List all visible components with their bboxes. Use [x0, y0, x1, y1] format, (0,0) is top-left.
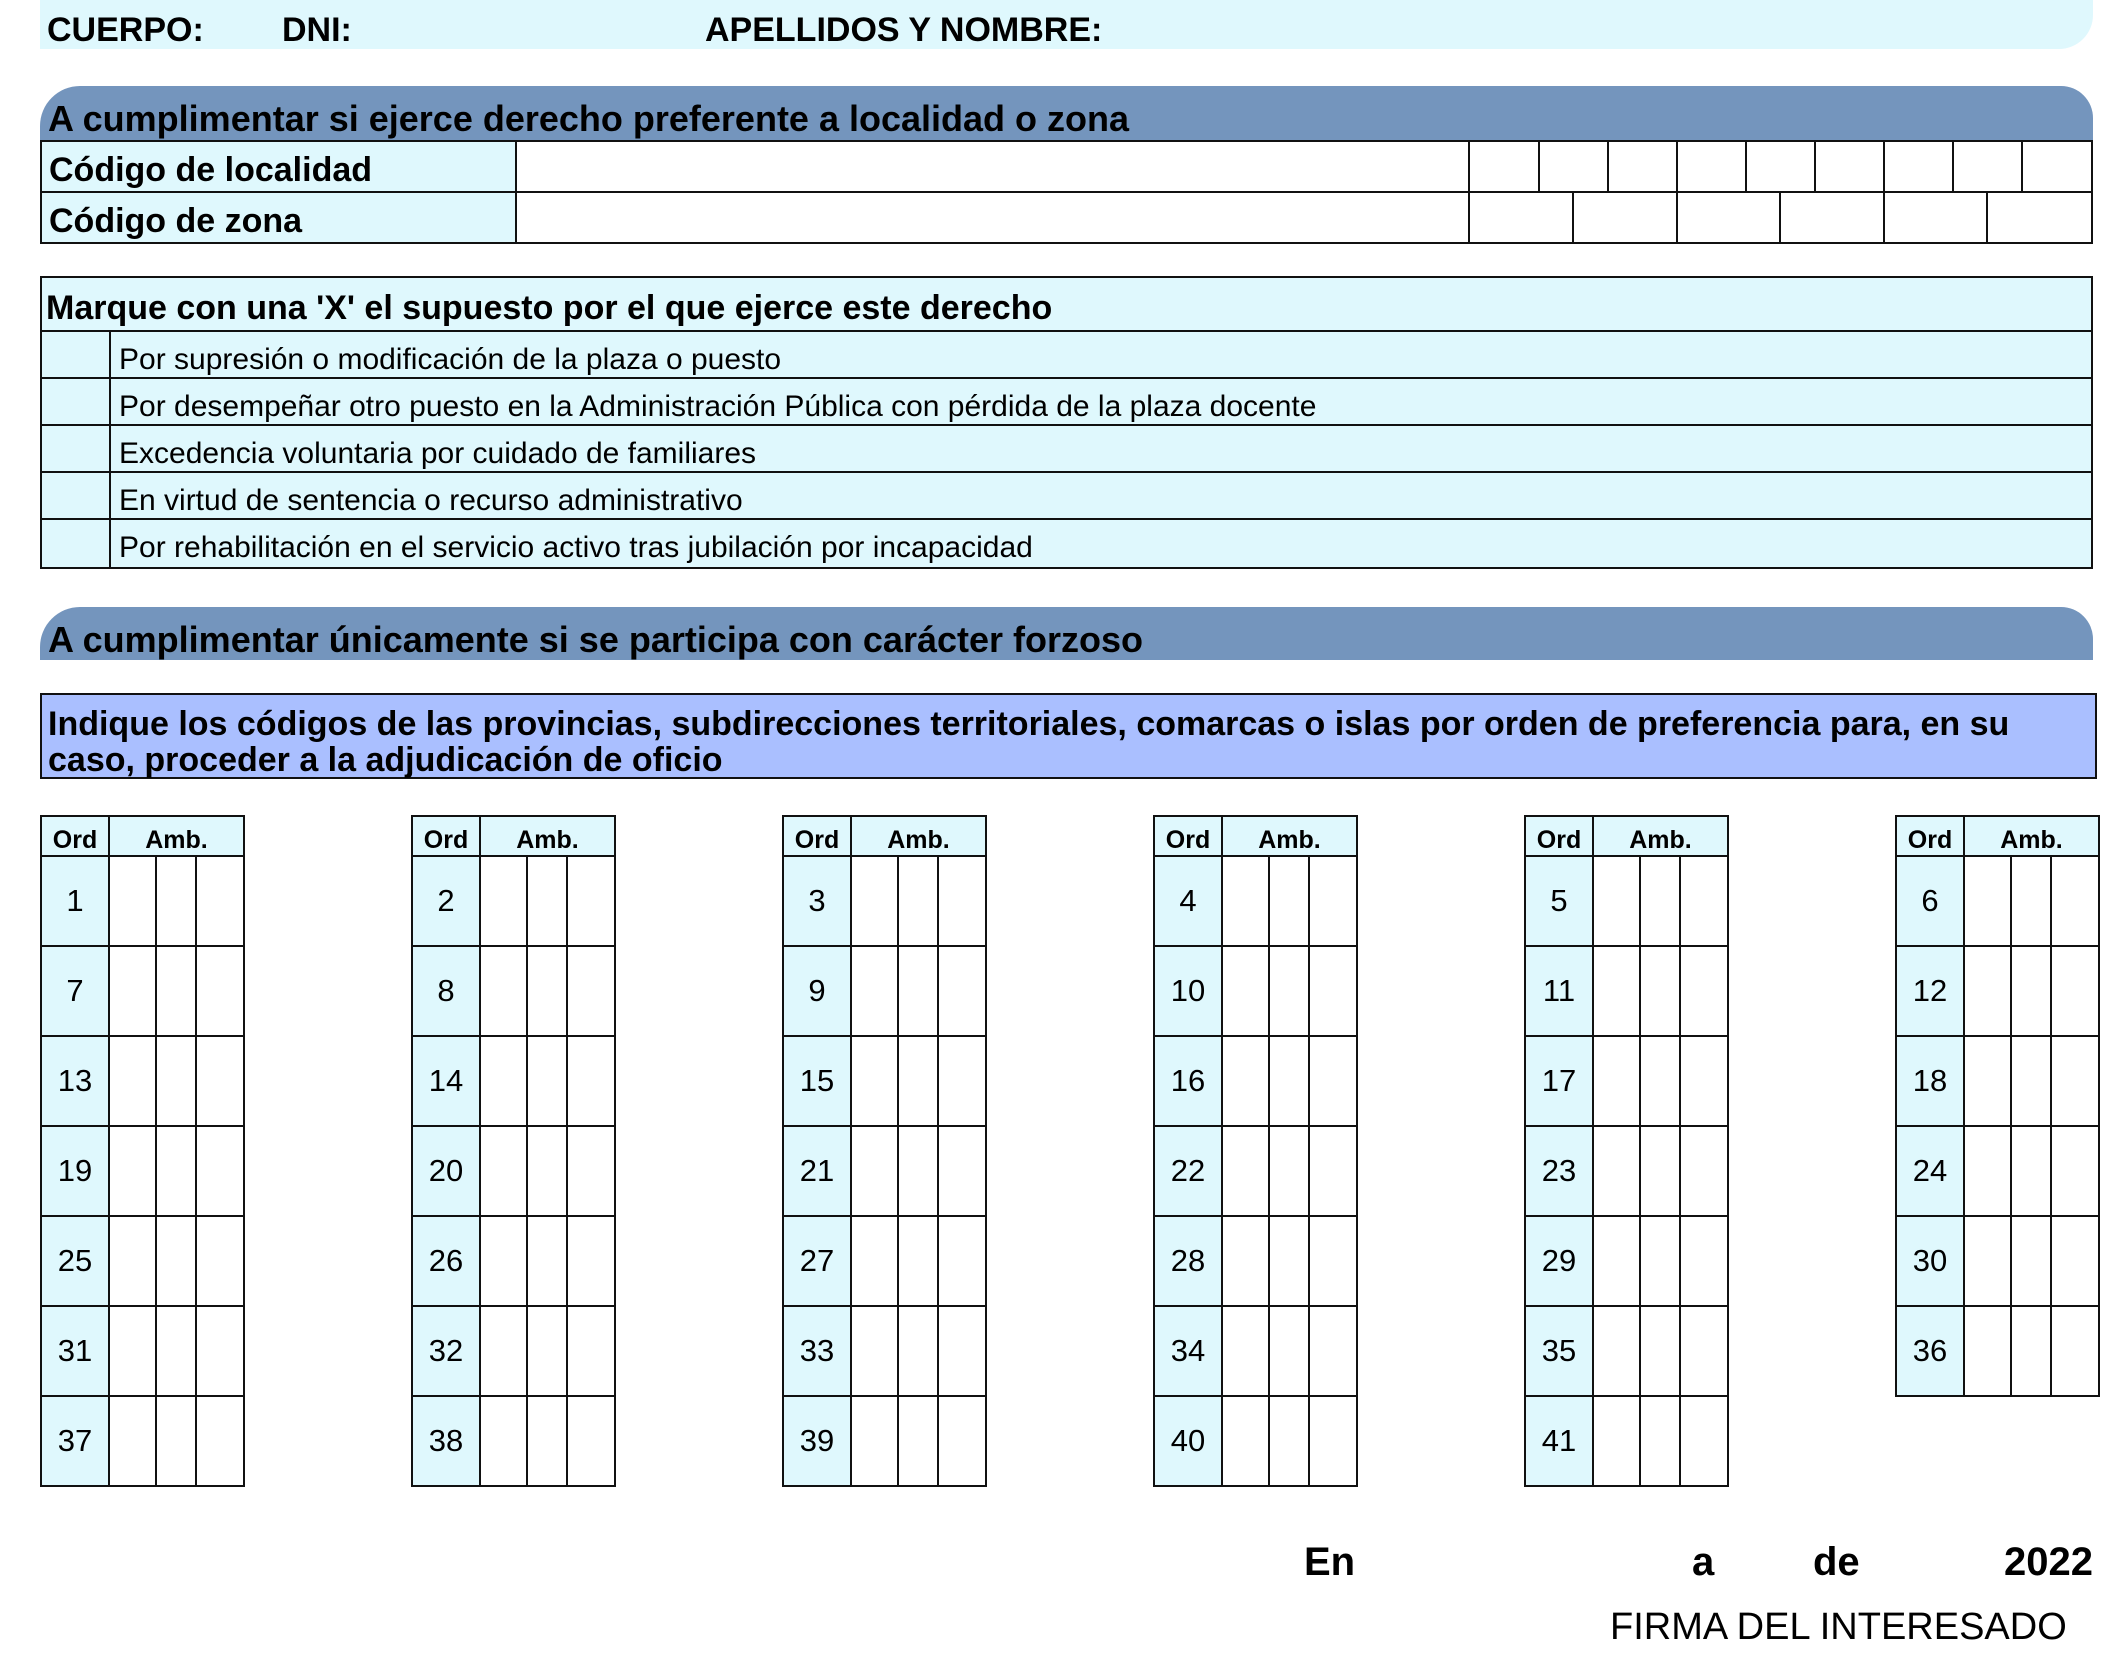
amb-code-box[interactable]: [1222, 1036, 1269, 1126]
amb-code-box[interactable]: [1222, 946, 1269, 1036]
supuesto-option-label: Por desempeñar otro puesto en la Administración Pública con pérdida de la plaza docente: [119, 390, 1317, 423]
amb-code-box[interactable]: [938, 856, 986, 946]
preference-row: [783, 1216, 986, 1306]
preference-grid: [1524, 815, 1729, 1487]
amb-code-box[interactable]: [2051, 1126, 2099, 1216]
amb-code-box[interactable]: [2011, 1036, 2051, 1126]
amb-code-box[interactable]: [567, 1306, 615, 1396]
amb-code-box[interactable]: [196, 856, 244, 946]
amb-code-box[interactable]: [156, 1036, 196, 1126]
amb-code-box[interactable]: [1269, 1036, 1309, 1126]
preference-row: [783, 1306, 986, 1396]
zona-label: Código de zona: [41, 192, 516, 243]
amb-code-box[interactable]: [527, 946, 567, 1036]
supuesto-checkbox[interactable]: [42, 520, 111, 567]
order-number: 18: [1896, 1036, 1964, 1126]
order-number: 19: [41, 1126, 109, 1216]
amb-code-box[interactable]: [527, 1216, 567, 1306]
order-number: 1: [41, 856, 109, 946]
amb-code-box[interactable]: [851, 946, 898, 1036]
amb-code-box[interactable]: [1269, 856, 1309, 946]
amb-code-box[interactable]: [1640, 856, 1680, 946]
preference-row: [412, 1396, 615, 1486]
amb-header: Amb.: [1222, 816, 1357, 856]
amb-code-box[interactable]: [109, 1126, 156, 1216]
order-number: 39: [783, 1396, 851, 1486]
localidad-code-box[interactable]: [1677, 142, 1746, 191]
amb-code-box[interactable]: [1593, 946, 1640, 1036]
preference-grid: [40, 815, 245, 1487]
preference-row: [1154, 946, 1357, 1036]
amb-code-box[interactable]: [1964, 856, 2011, 946]
preference-row: [412, 1216, 615, 1306]
preference-row: [1154, 1036, 1357, 1126]
amb-code-box[interactable]: [1964, 1216, 2011, 1306]
order-number: 37: [41, 1396, 109, 1486]
amb-code-box[interactable]: [109, 946, 156, 1036]
order-number: 33: [783, 1306, 851, 1396]
supuesto-title: Marque con una 'X' el supuesto por el que ejerce este derecho: [42, 278, 2091, 332]
amb-header: Amb.: [1964, 816, 2099, 856]
amb-code-box[interactable]: [1309, 1396, 1357, 1486]
amb-code-box[interactable]: [480, 946, 527, 1036]
amb-code-box[interactable]: [196, 1036, 244, 1126]
supuesto-option-label: Por supresión o modificación de la plaza o puesto: [119, 343, 782, 376]
amb-code-box[interactable]: [938, 946, 986, 1036]
amb-code-box[interactable]: [851, 1036, 898, 1126]
supuesto-checkbox[interactable]: [42, 426, 111, 471]
localidad-code-box[interactable]: [1815, 142, 1884, 191]
amb-code-box[interactable]: [567, 1396, 615, 1486]
order-number: 9: [783, 946, 851, 1036]
supuesto-option: [42, 379, 2091, 426]
amb-code-box[interactable]: [567, 1036, 615, 1126]
amb-code-box[interactable]: [1680, 1396, 1728, 1486]
amb-code-box[interactable]: [898, 856, 938, 946]
localidad-name-field[interactable]: [516, 141, 1469, 192]
supuesto-option-label: Por rehabilitación en el servicio activo tras jubilación por incapacidad: [119, 531, 1033, 564]
preference-row: [412, 1306, 615, 1396]
order-number: 38: [412, 1396, 480, 1486]
order-number: 17: [1525, 1036, 1593, 1126]
localidad-code-boxes: [1469, 141, 2092, 192]
preference-row: [1154, 856, 1357, 946]
amb-code-box[interactable]: [480, 1036, 527, 1126]
amb-code-box[interactable]: [527, 1306, 567, 1396]
preference-row: [1896, 1216, 2099, 1306]
preference-row: [1525, 856, 1728, 946]
amb-code-box[interactable]: [898, 1036, 938, 1126]
amb-code-box[interactable]: [196, 1396, 244, 1486]
amb-code-box[interactable]: [1640, 946, 1680, 1036]
order-number: 12: [1896, 946, 1964, 1036]
preference-row: [1896, 1306, 2099, 1396]
ord-header: Ord: [41, 816, 109, 856]
preference-row: [783, 856, 986, 946]
amb-code-box[interactable]: [196, 946, 244, 1036]
order-number: 32: [412, 1306, 480, 1396]
localidad-code-box[interactable]: [2022, 142, 2091, 191]
codes-table: [40, 140, 2093, 244]
zona-code-boxes: [1469, 192, 2092, 243]
amb-code-box[interactable]: [156, 946, 196, 1036]
order-number: 3: [783, 856, 851, 946]
amb-code-box[interactable]: [109, 856, 156, 946]
amb-code-box[interactable]: [2051, 1306, 2099, 1396]
order-number: 24: [1896, 1126, 1964, 1216]
amb-code-box[interactable]: [1964, 946, 2011, 1036]
preference-row: [1525, 946, 1728, 1036]
preference-row: [783, 946, 986, 1036]
cuerpo-label: CUERPO:: [47, 11, 204, 49]
amb-code-box[interactable]: [1309, 1036, 1357, 1126]
amb-code-box[interactable]: [1269, 1396, 1309, 1486]
amb-code-box[interactable]: [109, 1216, 156, 1306]
month-connector: de: [1813, 1540, 1860, 1584]
preference-row: [1525, 1396, 1728, 1486]
preference-row: [1896, 946, 2099, 1036]
zona-code-box[interactable]: [1470, 193, 1574, 242]
order-number: 30: [1896, 1216, 1964, 1306]
order-number: 29: [1525, 1216, 1593, 1306]
amb-code-box[interactable]: [1640, 1216, 1680, 1306]
amb-code-box[interactable]: [527, 1396, 567, 1486]
order-number: 31: [41, 1306, 109, 1396]
zona-code-box[interactable]: [1780, 193, 1884, 242]
supuesto-option: [42, 473, 2091, 520]
amb-code-box[interactable]: [2011, 856, 2051, 946]
amb-code-box[interactable]: [938, 1216, 986, 1306]
amb-code-box[interactable]: [938, 1036, 986, 1126]
order-number: 7: [41, 946, 109, 1036]
amb-code-box[interactable]: [1593, 1306, 1640, 1396]
amb-code-box[interactable]: [898, 1306, 938, 1396]
order-number: 8: [412, 946, 480, 1036]
amb-code-box[interactable]: [2011, 946, 2051, 1036]
preference-row: [783, 1396, 986, 1486]
forzoso-instruction: Indique los códigos de las provincias, subdirecciones territoriales, comarcas o islas por orden de preferencia para, en su caso, proceder a la adjudicación de oficio: [40, 693, 2097, 779]
amb-code-box[interactable]: [1640, 1036, 1680, 1126]
amb-code-box[interactable]: [2051, 946, 2099, 1036]
amb-code-box[interactable]: [1964, 1306, 2011, 1396]
amb-code-box[interactable]: [1593, 856, 1640, 946]
amb-code-box[interactable]: [2011, 1306, 2051, 1396]
ord-header: Ord: [1154, 816, 1222, 856]
amb-code-box[interactable]: [567, 946, 615, 1036]
amb-header: Amb.: [480, 816, 615, 856]
ord-header: Ord: [783, 816, 851, 856]
order-number: 20: [412, 1126, 480, 1216]
preference-row: [41, 856, 244, 946]
order-number: 22: [1154, 1126, 1222, 1216]
amb-code-box[interactable]: [1680, 1036, 1728, 1126]
order-number: 41: [1525, 1396, 1593, 1486]
preference-grid: [782, 815, 987, 1487]
amb-code-box[interactable]: [1222, 856, 1269, 946]
localidad-code-box[interactable]: [1608, 142, 1677, 191]
amb-code-box[interactable]: [1269, 1126, 1309, 1216]
order-number: 4: [1154, 856, 1222, 946]
preference-row: [1896, 1126, 2099, 1216]
amb-code-box[interactable]: [480, 1126, 527, 1216]
amb-code-box[interactable]: [1309, 856, 1357, 946]
preference-row: [412, 856, 615, 946]
preference-row: [41, 1036, 244, 1126]
order-number: 36: [1896, 1306, 1964, 1396]
amb-code-box[interactable]: [1593, 1126, 1640, 1216]
localidad-code-box[interactable]: [1884, 142, 1953, 191]
amb-code-box[interactable]: [851, 1216, 898, 1306]
forzoso-section-title: A cumplimentar únicamente si se participa con carácter forzoso: [40, 607, 2093, 660]
amb-code-box[interactable]: [2011, 1126, 2051, 1216]
amb-code-box[interactable]: [898, 1216, 938, 1306]
ord-header: Ord: [1896, 816, 1964, 856]
preference-row: [412, 1036, 615, 1126]
preference-row: [412, 1126, 615, 1216]
amb-code-box[interactable]: [1680, 856, 1728, 946]
preference-grid: [1153, 815, 1358, 1487]
amb-code-box[interactable]: [109, 1306, 156, 1396]
amb-code-box[interactable]: [1640, 1306, 1680, 1396]
preference-row: [1896, 856, 2099, 946]
amb-code-box[interactable]: [109, 1036, 156, 1126]
supuesto-checkbox[interactable]: [42, 473, 111, 518]
order-number: 26: [412, 1216, 480, 1306]
amb-code-box[interactable]: [2051, 1216, 2099, 1306]
amb-header: Amb.: [851, 816, 986, 856]
supuesto-checkbox[interactable]: [42, 332, 111, 377]
preference-row: [41, 1216, 244, 1306]
signature-label: FIRMA DEL INTERESADO: [1610, 1606, 2067, 1648]
amb-code-box[interactable]: [1964, 1036, 2011, 1126]
localidad-label: Código de localidad: [41, 141, 516, 192]
amb-code-box[interactable]: [1222, 1126, 1269, 1216]
order-number: 23: [1525, 1126, 1593, 1216]
amb-code-box[interactable]: [1680, 1306, 1728, 1396]
preference-row: [41, 1126, 244, 1216]
amb-code-box[interactable]: [2011, 1216, 2051, 1306]
order-number: 25: [41, 1216, 109, 1306]
preference-row: [783, 1036, 986, 1126]
supuesto-option-label: En virtud de sentencia o recurso administrativo: [119, 484, 743, 517]
amb-code-box[interactable]: [527, 1036, 567, 1126]
ord-header: Ord: [412, 816, 480, 856]
dni-label: DNI:: [282, 11, 352, 49]
amb-code-box[interactable]: [898, 1126, 938, 1216]
order-number: 27: [783, 1216, 851, 1306]
zona-name-field[interactable]: [516, 192, 1469, 243]
year-value: 2022: [2004, 1540, 2093, 1584]
amb-code-box[interactable]: [527, 856, 567, 946]
amb-code-box[interactable]: [1680, 946, 1728, 1036]
amb-code-box[interactable]: [1680, 1216, 1728, 1306]
amb-code-box[interactable]: [1309, 946, 1357, 1036]
supuesto-option-label: Excedencia voluntaria por cuidado de familiares: [119, 437, 757, 470]
preference-row: [1154, 1396, 1357, 1486]
amb-code-box[interactable]: [1964, 1126, 2011, 1216]
preference-row: [1525, 1036, 1728, 1126]
supuesto-option: [42, 520, 2091, 569]
amb-code-box[interactable]: [156, 1396, 196, 1486]
amb-code-box[interactable]: [1640, 1396, 1680, 1486]
amb-code-box[interactable]: [1222, 1216, 1269, 1306]
preference-row: [1525, 1126, 1728, 1216]
amb-code-box[interactable]: [196, 1126, 244, 1216]
preference-grid: [1895, 815, 2100, 1397]
order-number: 11: [1525, 946, 1593, 1036]
amb-code-box[interactable]: [851, 1306, 898, 1396]
ord-header: Ord: [1525, 816, 1593, 856]
amb-code-box[interactable]: [1269, 946, 1309, 1036]
amb-code-box[interactable]: [1269, 1306, 1309, 1396]
amb-code-box[interactable]: [938, 1396, 986, 1486]
order-number: 34: [1154, 1306, 1222, 1396]
order-number: 35: [1525, 1306, 1593, 1396]
order-number: 16: [1154, 1036, 1222, 1126]
preference-row: [1896, 1036, 2099, 1126]
amb-code-box[interactable]: [1680, 1126, 1728, 1216]
amb-code-box[interactable]: [851, 1396, 898, 1486]
zona-code-box[interactable]: [1987, 193, 2091, 242]
amb-code-box[interactable]: [2051, 856, 2099, 946]
amb-code-box[interactable]: [156, 856, 196, 946]
supuesto-checkbox[interactable]: [42, 379, 111, 424]
amb-code-box[interactable]: [1593, 1396, 1640, 1486]
amb-code-box[interactable]: [1222, 1396, 1269, 1486]
amb-header: Amb.: [109, 816, 244, 856]
preference-grid: [411, 815, 616, 1487]
order-number: 13: [41, 1036, 109, 1126]
localidad-code-box[interactable]: [1539, 142, 1608, 191]
order-number: 40: [1154, 1396, 1222, 1486]
amb-code-box[interactable]: [567, 1126, 615, 1216]
amb-code-box[interactable]: [156, 1216, 196, 1306]
amb-code-box[interactable]: [938, 1126, 986, 1216]
amb-code-box[interactable]: [196, 1306, 244, 1396]
amb-code-box[interactable]: [1309, 1216, 1357, 1306]
amb-code-box[interactable]: [156, 1126, 196, 1216]
preferente-section-title: A cumplimentar si ejerce derecho preferente a localidad o zona: [40, 86, 2093, 141]
amb-code-box[interactable]: [1593, 1036, 1640, 1126]
preference-row: [1154, 1216, 1357, 1306]
zona-code-box[interactable]: [1573, 193, 1677, 242]
localidad-code-box[interactable]: [1746, 142, 1815, 191]
preference-row: [1525, 1216, 1728, 1306]
amb-code-box[interactable]: [480, 1396, 527, 1486]
amb-code-box[interactable]: [527, 1126, 567, 1216]
amb-code-box[interactable]: [156, 1306, 196, 1396]
nombre-label: APELLIDOS Y NOMBRE:: [705, 11, 1103, 49]
zona-code-box[interactable]: [1884, 193, 1988, 242]
amb-code-box[interactable]: [1222, 1306, 1269, 1396]
preference-row: [41, 946, 244, 1036]
amb-code-box[interactable]: [480, 856, 527, 946]
amb-code-box[interactable]: [1309, 1306, 1357, 1396]
preference-row: [41, 1396, 244, 1486]
localidad-code-box[interactable]: [1953, 142, 2022, 191]
order-number: 2: [412, 856, 480, 946]
day-connector: a: [1692, 1540, 1715, 1584]
supuesto-section: [40, 276, 2093, 569]
localidad-code-box[interactable]: [1470, 142, 1539, 191]
order-number: 10: [1154, 946, 1222, 1036]
preference-row: [1525, 1306, 1728, 1396]
amb-code-box[interactable]: [938, 1306, 986, 1396]
preference-row: [1154, 1126, 1357, 1216]
amb-header: Amb.: [1593, 816, 1728, 856]
amb-code-box[interactable]: [898, 946, 938, 1036]
amb-code-box[interactable]: [1640, 1126, 1680, 1216]
order-number: 6: [1896, 856, 1964, 946]
place-prefix: En: [1304, 1540, 1356, 1584]
amb-code-box[interactable]: [1309, 1126, 1357, 1216]
preference-row: [412, 946, 615, 1036]
order-number: 5: [1525, 856, 1593, 946]
amb-code-box[interactable]: [480, 1306, 527, 1396]
order-number: 15: [783, 1036, 851, 1126]
preference-row: [783, 1126, 986, 1216]
preference-row: [1154, 1306, 1357, 1396]
amb-code-box[interactable]: [567, 1216, 615, 1306]
amb-code-box[interactable]: [898, 1396, 938, 1486]
supuesto-option: [42, 426, 2091, 473]
order-number: 28: [1154, 1216, 1222, 1306]
amb-code-box[interactable]: [851, 856, 898, 946]
order-number: 21: [783, 1126, 851, 1216]
order-number: 14: [412, 1036, 480, 1126]
amb-code-box[interactable]: [109, 1396, 156, 1486]
amb-code-box[interactable]: [1593, 1216, 1640, 1306]
preference-row: [41, 1306, 244, 1396]
amb-code-box[interactable]: [851, 1126, 898, 1216]
amb-code-box[interactable]: [567, 856, 615, 946]
zona-code-box[interactable]: [1677, 193, 1781, 242]
amb-code-box[interactable]: [196, 1216, 244, 1306]
amb-code-box[interactable]: [2051, 1036, 2099, 1126]
supuesto-option: [42, 332, 2091, 379]
amb-code-box[interactable]: [480, 1216, 527, 1306]
amb-code-box[interactable]: [1269, 1216, 1309, 1306]
